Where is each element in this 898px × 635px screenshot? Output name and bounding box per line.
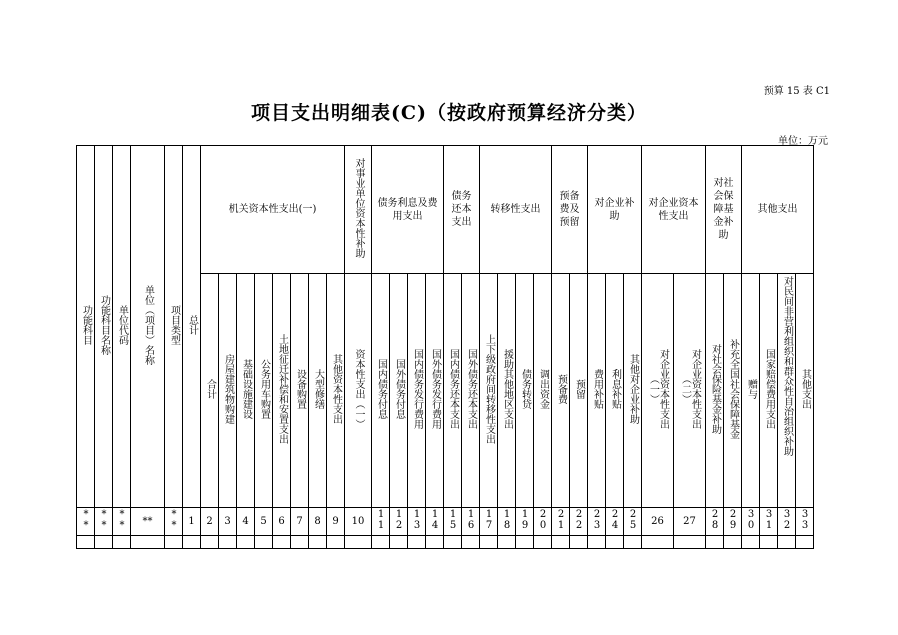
code-cell: 24 — [606, 508, 624, 536]
col-header: 国外债务还本支出 — [462, 274, 480, 508]
code-cell: ** — [165, 508, 183, 536]
col-header: 对企业资本性支出（二） — [674, 274, 706, 508]
code-cell: 11 — [372, 508, 390, 536]
code-cell: ** — [113, 508, 131, 536]
code-cell: 16 — [462, 508, 480, 536]
col-header: 国外债务发行费用 — [426, 274, 444, 508]
code-cell: 6 — [273, 508, 291, 536]
code-cell: 32 — [778, 508, 796, 536]
col-header: 预备费 — [552, 274, 570, 508]
code-cell: 13 — [408, 508, 426, 536]
col-header: 赠与 — [742, 274, 760, 508]
code-cell: 30 — [742, 508, 760, 536]
col-header: 对企业资本性支出（一） — [642, 274, 674, 508]
code-cell: 12 — [390, 508, 408, 536]
col-header: 其他支出 — [796, 274, 814, 508]
code-cell: 31 — [760, 508, 778, 536]
code-cell: 17 — [480, 508, 498, 536]
code-cell: 25 — [624, 508, 642, 536]
col-header: 其他资本性支出 — [327, 274, 345, 508]
col-header: 土地征迁补偿和安置支出 — [273, 274, 291, 508]
col-header: 援助其他地区支出 — [498, 274, 516, 508]
group-enterprise-subsidy: 对企业补助 — [588, 146, 642, 274]
col-header: 对民间非营利组织和群众性自治组织补助 — [778, 274, 796, 508]
col-header: 利息补贴 — [606, 274, 624, 508]
code-cell: 5 — [255, 508, 273, 536]
col-header: 调出资金 — [534, 274, 552, 508]
group-enterprise-capital: 对企业资本性支出 — [642, 146, 706, 274]
col-header: 债务转贷 — [516, 274, 534, 508]
group-capital-expenditure-1: 机关资本性支出(一) — [201, 146, 345, 274]
header-unit-project-name: 单位（项目）名称 — [131, 146, 165, 508]
code-cell: 8 — [309, 508, 327, 536]
col-header: 基础设施建设 — [237, 274, 255, 508]
header-project-type: 项目类型 — [165, 146, 183, 508]
col-header: 国内债务发行费用 — [408, 274, 426, 508]
col-header: 资本性支出（一） — [345, 274, 372, 508]
col-header: 预留 — [570, 274, 588, 508]
group-capital-subsidy: 对事业单位资本性补助 — [345, 146, 372, 274]
code-cell: 28 — [706, 508, 724, 536]
col-header: 公务用车购置 — [255, 274, 273, 508]
header-function-subject: 功能科目 — [77, 146, 95, 508]
col-header: 国外债务付息 — [390, 274, 408, 508]
form-number: 预算 15 表 C1 — [763, 86, 830, 97]
group-debt-repayment: 债务还本支出 — [444, 146, 480, 274]
header-total: 总计 — [183, 146, 201, 508]
code-cell: ** — [77, 508, 95, 536]
col-header: 其他对企业补助 — [624, 274, 642, 508]
group-other: 其他支出 — [742, 146, 814, 274]
code-cell: 1 — [183, 508, 201, 536]
code-cell: 15 — [444, 508, 462, 536]
col-header: 对社会保险基金补助 — [706, 274, 724, 508]
col-header: 国内债务还本支出 — [444, 274, 462, 508]
col-header: 设备购置 — [291, 274, 309, 508]
col-header: 费用补贴 — [588, 274, 606, 508]
code-cell: ** — [131, 508, 165, 536]
code-cell: 9 — [327, 508, 345, 536]
code-cell: 27 — [674, 508, 706, 536]
budget-table — [76, 145, 814, 549]
group-social-security: 对社会保障基金补助 — [706, 146, 742, 274]
code-cell: 18 — [498, 508, 516, 536]
col-header: 国家赔偿费用支出 — [760, 274, 778, 508]
code-cell: 19 — [516, 508, 534, 536]
code-cell: 10 — [345, 508, 372, 536]
code-cell: 29 — [724, 508, 742, 536]
code-cell: 4 — [237, 508, 255, 536]
group-reserve: 预备费及预留 — [552, 146, 588, 274]
code-cell: ** — [95, 508, 113, 536]
code-cell: 26 — [642, 508, 674, 536]
code-cell: 23 — [588, 508, 606, 536]
code-cell: 20 — [534, 508, 552, 536]
col-header: 大型修缮 — [309, 274, 327, 508]
page-title: 项目支出明细表(C)（按政府预算经济分类） — [250, 102, 648, 124]
code-cell: 7 — [291, 508, 309, 536]
col-header: 上下级政府间转移性支出 — [480, 274, 498, 508]
header-function-subject-name: 功能科目名称 — [95, 146, 113, 508]
unit-label: 单位：万元 — [778, 136, 828, 147]
code-cell: 3 — [219, 508, 237, 536]
code-cell: 33 — [796, 508, 814, 536]
col-header: 房屋建筑物购建 — [219, 274, 237, 508]
col-header: 合计 — [201, 274, 219, 508]
group-transfer: 转移性支出 — [480, 146, 552, 274]
code-cell: 2 — [201, 508, 219, 536]
code-cell: 22 — [570, 508, 588, 536]
col-header: 补充全国社会保障基金 — [724, 274, 742, 508]
col-header: 国内债务付息 — [372, 274, 390, 508]
group-debt-interest: 债务利息及费用支出 — [372, 146, 444, 274]
header-unit-code: 单位代码 — [113, 146, 131, 508]
code-cell: 14 — [426, 508, 444, 536]
code-cell: 21 — [552, 508, 570, 536]
table-row-empty — [77, 536, 814, 549]
